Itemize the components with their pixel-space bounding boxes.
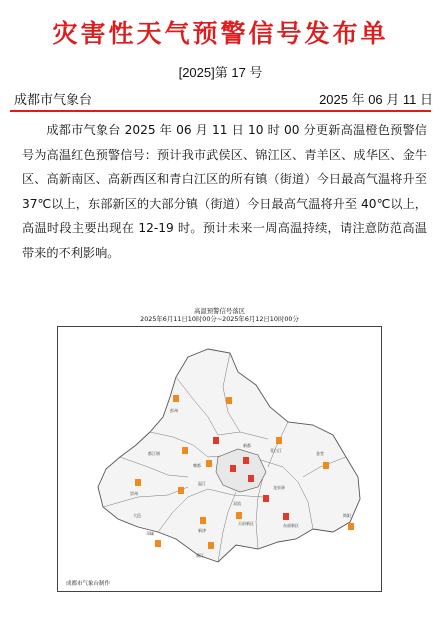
- issue-date: 2025 年 06 月 11 日: [319, 92, 433, 107]
- label-dayi: 大邑: [133, 513, 141, 518]
- label-qionglai: 邛崃: [146, 531, 154, 536]
- map-svg: [58, 327, 381, 591]
- label-pujiang: 蒲江: [196, 553, 204, 558]
- map-title-line1: 高温预警信号落区: [193, 307, 246, 315]
- label-qingbaijiang: 青白江: [270, 448, 282, 453]
- label-dujiangyan: 都江堰: [148, 451, 160, 456]
- label-jintang: 金堂: [316, 451, 324, 456]
- label-longquanyi: 龙泉驿: [273, 485, 285, 490]
- label-jianyang: 简阳: [343, 513, 351, 518]
- map-title-line2: 2025年6月11日10时00分~2025年6月12日10时00分: [140, 315, 299, 323]
- label-xinjin: 新津: [198, 528, 206, 533]
- label-east-newarea: 东部新区: [283, 523, 299, 528]
- label-xindu: 新都: [243, 443, 251, 448]
- body-paragraph: 成都市气象台 2025 年 06 月 11 日 10 时 00 分更新高温橙色预警信号为高温红色预警信号：预计我市武侯区、锦江区、青羊区、成华区、金牛区、高新南区、高新西区和青白江区的所有镇（街道）今日最高气温将升至 37℃以上，东部新区的大部分镇（街道）今日最高气温将升至 40℃以上，高温时段主要出现在 12-19 时。预计未来一周高温持续，请注意防范高温带来的不利影响。: [22, 123, 427, 260]
- label-pidu: 郫都: [193, 463, 201, 468]
- label-shuangliu: 双流: [233, 501, 241, 506]
- map-title: [58, 307, 381, 323]
- label-wenjiang: 温江: [198, 481, 206, 486]
- document-title: 灾害性天气预警信号发布单: [52, 19, 389, 48]
- label-tianfu-newarea: 天府新区: [238, 521, 254, 526]
- issuer: 成都市气象台: [14, 92, 93, 107]
- map-credit: 成都市气象台制作: [66, 581, 111, 587]
- issue-number: [2025]第 17 号: [178, 65, 263, 80]
- label-pengzhou: 彭州: [170, 408, 178, 413]
- label-chongzhou: 崇州: [130, 491, 138, 496]
- warning-map: [57, 307, 382, 592]
- red-divider: [10, 110, 431, 112]
